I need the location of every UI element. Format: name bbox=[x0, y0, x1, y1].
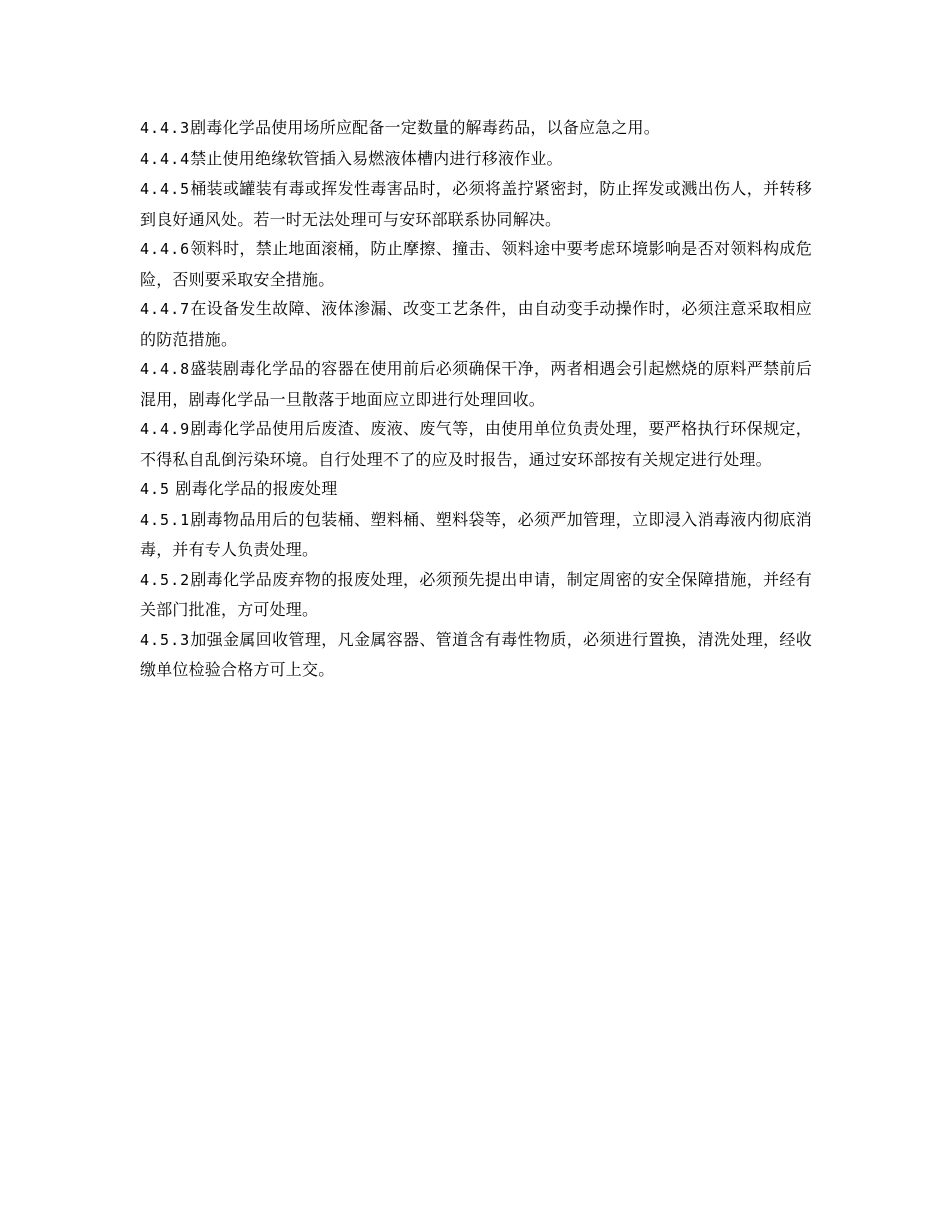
clause-text: 在设备发生故障、液体渗漏、改变工艺条件，由自动变手动操作时，必须注意采取相应的防范措施。 bbox=[140, 299, 812, 349]
paragraph-4-4-6 bbox=[140, 234, 812, 294]
paragraph-4-4-5 bbox=[140, 174, 812, 234]
clause-text: 剧毒化学品使用场所应配备一定数量的解毒药品，以备应急之用。 bbox=[190, 118, 660, 137]
clause-number: 4.4.7 bbox=[140, 300, 191, 318]
paragraph-4-4-7 bbox=[140, 294, 812, 354]
clause-text: 剧毒化学品废弃物的报废处理，必须预先提出申请，制定周密的安全保障措施，并经有关部门批准，方可处理。 bbox=[140, 569, 812, 619]
clause-text: 盛装剧毒化学品的容器在使用前后必须确保干净，两者相遇会引起燃烧的原料严禁前后混用，剧毒化学品一旦散落于地面应立即进行处理回收。 bbox=[140, 359, 812, 409]
clause-number: 4.5.1 bbox=[140, 510, 191, 529]
paragraph-4-5-3 bbox=[140, 625, 812, 685]
clause-number: 4.4.5 bbox=[140, 180, 191, 198]
section-heading-4-5 bbox=[140, 474, 812, 505]
paragraph-4-5-1 bbox=[140, 505, 812, 565]
paragraph-4-4-3 bbox=[140, 113, 812, 144]
clause-text: 禁止使用绝缘软管插入易燃液体槽内进行移液作业。 bbox=[190, 148, 563, 168]
clause-text: 桶装或罐装有毒或挥发性毒害品时，必须将盖拧紧密封，防止挥发或溅出伤人，并转移到良好通风处。若一时无法处理可与安环部联系协同解决。 bbox=[140, 179, 812, 229]
clause-text: 剧毒化学品使用后废渣、废液、废气等，由使用单位负责处理，要严格执行环保规定，不得私自乱倒污染环境。自行处理不了的应及时报告，通过安环部按有关规定进行处理。 bbox=[140, 419, 812, 469]
clause-number: 4.4.3 bbox=[140, 119, 191, 137]
clause-text: 加强金属回收管理，凡金属容器、管道含有毒性物质，必须进行置换，清洗处理，经收缴单位检验合格方可上交。 bbox=[140, 629, 812, 679]
paragraph-4-4-8 bbox=[140, 354, 812, 414]
section-title: 剧毒化学品的报废处理 bbox=[175, 479, 338, 498]
paragraph-4-4-9 bbox=[140, 414, 812, 474]
clause-number: 4.4.4 bbox=[140, 149, 191, 168]
clause-text: 剧毒物品用后的包装桶、塑料桶、塑料袋等，必须严加管理，立即浸入消毒液内彻底消毒，并有专人负责处理。 bbox=[140, 509, 812, 559]
clause-number: 4.5.3 bbox=[140, 630, 191, 649]
clause-number: 4.4.9 bbox=[140, 420, 191, 438]
clause-number: 4.5.2 bbox=[140, 570, 191, 589]
section-number: 4.5 bbox=[140, 480, 171, 498]
clause-number: 4.4.6 bbox=[140, 240, 191, 258]
paragraph-4-4-4 bbox=[140, 144, 812, 175]
paragraph-4-5-2 bbox=[140, 565, 812, 625]
clause-text: 领料时，禁止地面滚桶，防止摩擦、撞击、领料途中要考虑环境影响是否对领料构成危险，否则要采取安全措施。 bbox=[140, 239, 812, 289]
document-page bbox=[140, 113, 812, 685]
clause-number: 4.4.8 bbox=[140, 360, 191, 378]
